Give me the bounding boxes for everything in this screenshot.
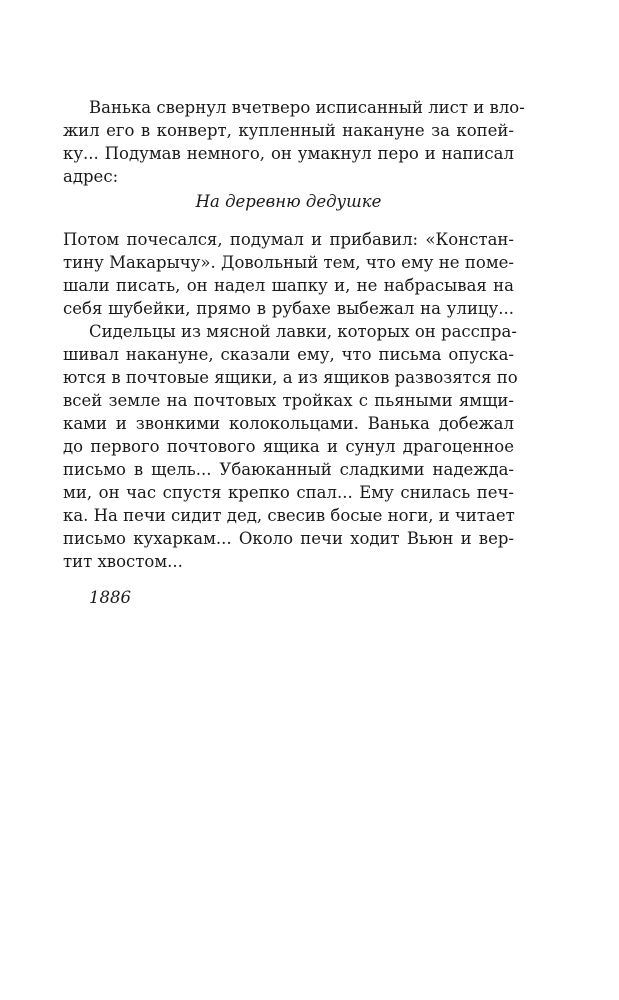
text-line: Ванька свернул вчетверо исписанный лист и вло- (89, 98, 525, 117)
text-line: письмо в щель... Убаюканный сладкими надежда- (63, 460, 514, 479)
text-line: ка. На печи сидит дед, свесив босые ноги, и читает (63, 506, 515, 525)
text-line: тит хвостом... (63, 552, 183, 571)
text-line: Потом почесался, подумал и прибавил: «Констан- (63, 230, 514, 249)
text-line: жил его в конверт, купленный накануне за копей- (63, 121, 514, 140)
text-line: ку... Подумав немного, он умакнул перо и написал (63, 144, 514, 163)
text-line: адрес: (63, 167, 119, 186)
text-line: всей земле на почтовых тройках с пьяными ямщи- (63, 391, 514, 410)
text-line: шивал накануне, сказали ему, что письма опуска- (63, 345, 514, 364)
text-line: Сидельцы из мясной лавки, которых он расспра- (89, 322, 517, 341)
text-line: себя шубейки, прямо в рубахе выбежал на улицу... (63, 299, 514, 318)
text-line: письмо кухаркам... Около печи ходит Вьюн и вер- (63, 529, 514, 548)
text-line: шали писать, он надел шапку и, не набрасывая на (63, 276, 514, 295)
text-line: ются в почтовые ящики, а из ящиков развозятся по (63, 368, 518, 387)
text-line: тину Макарычу». Довольный тем, что ему не поме- (63, 253, 514, 272)
text-line: ками и звонкими колокольцами. Ванька добежал (63, 414, 514, 433)
story-date: 1886 (89, 588, 131, 607)
letter-address: На деревню дедушке (195, 192, 382, 211)
text-line: до первого почтового ящика и сунул драгоценное (63, 437, 514, 456)
text-line: ми, он час спустя крепко спал... Ему снилась печ- (63, 483, 514, 502)
